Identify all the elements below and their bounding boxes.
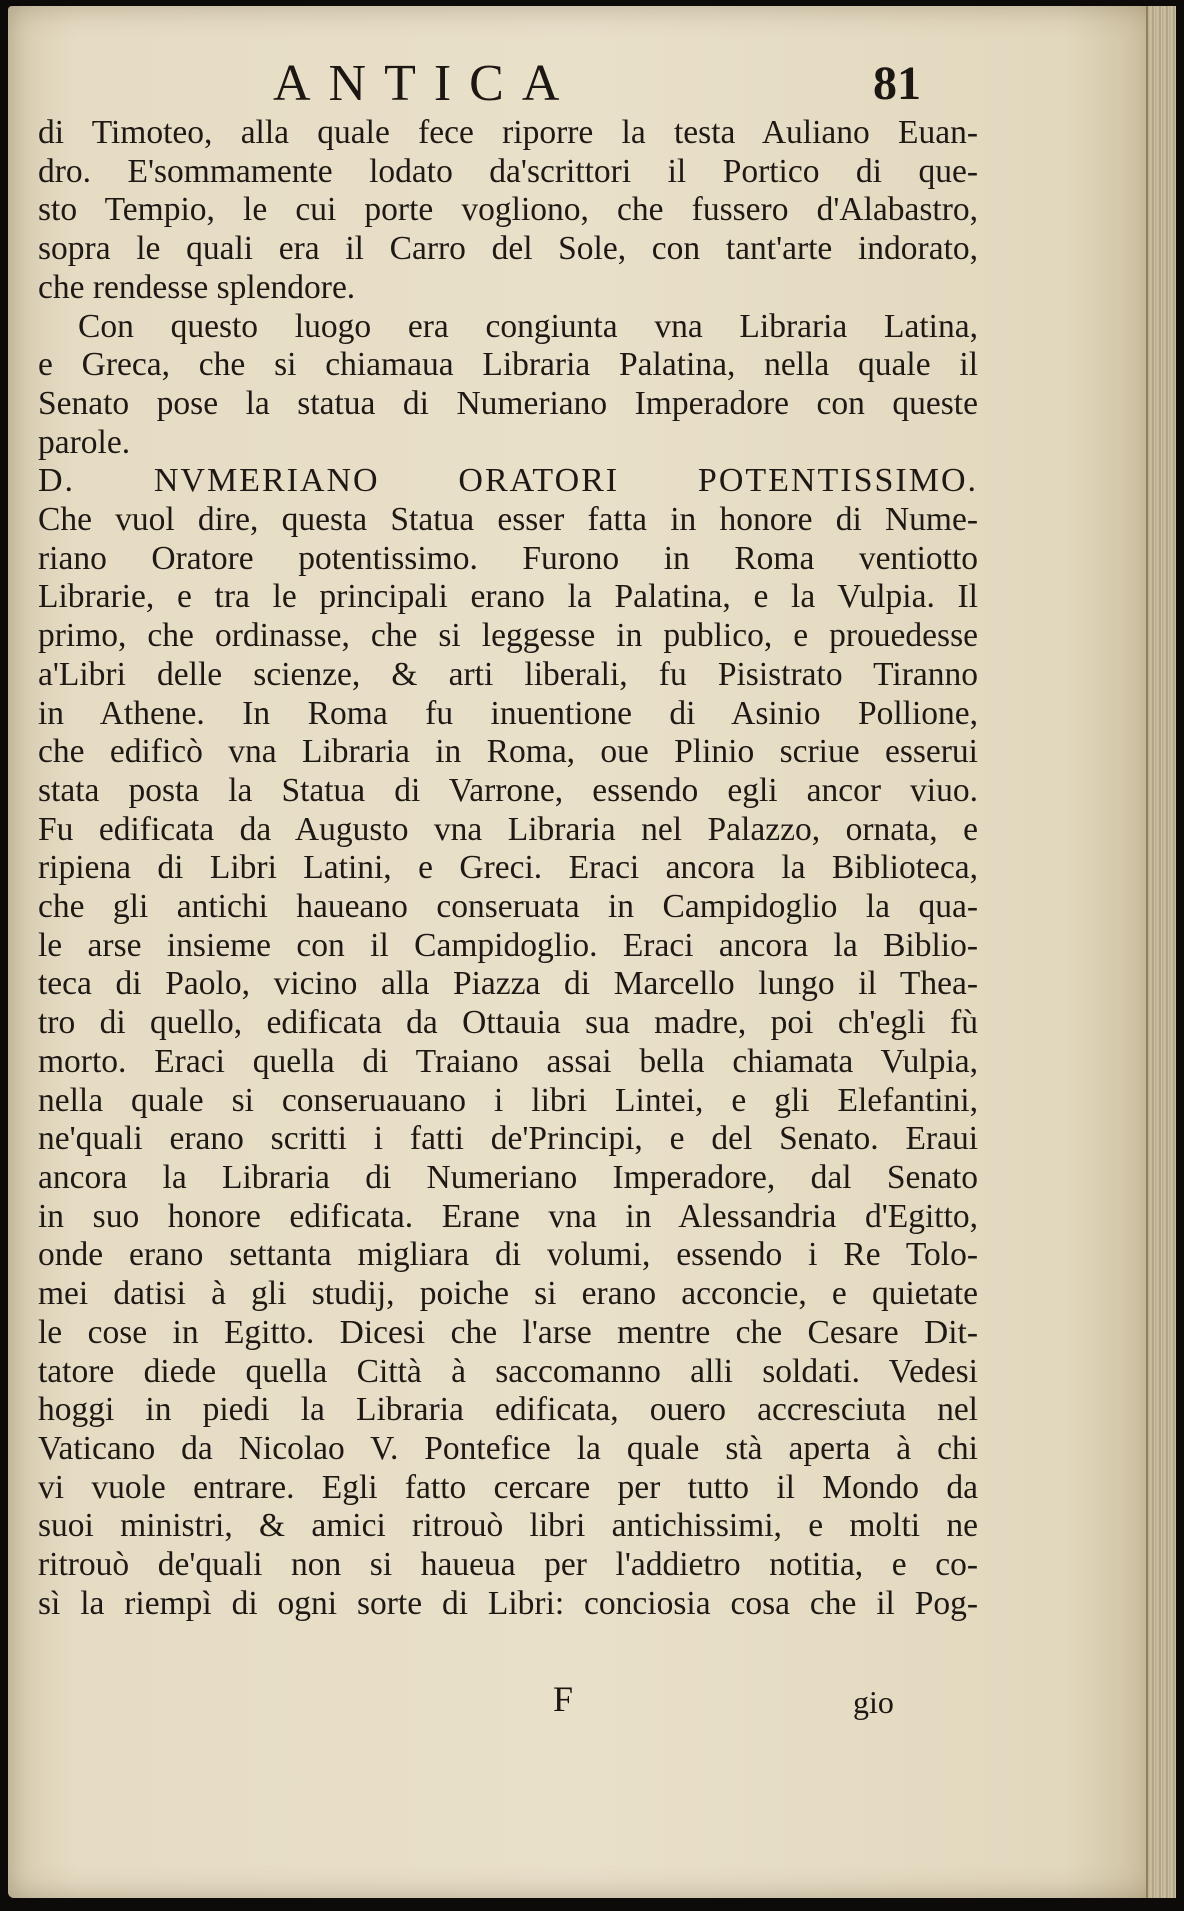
- text-line: ne'quali erano scritti i fatti de'Principi, e del Senato. Eraui: [38, 1120, 978, 1158]
- text-line: ancora la Libraria di Numeriano Imperadore, dal Senato: [38, 1158, 978, 1196]
- inscription-line: D. NVMERIANO ORATORI POTENTISSIMO.: [38, 462, 978, 500]
- book-page: [8, 6, 1156, 1898]
- text-line: sì la riempì di ogni sorte di Libri: conciosia cosa che il Pog-: [38, 1584, 978, 1622]
- text-line: le arse insieme con il Campidoglio. Eraci ancora la Biblio-: [38, 926, 978, 964]
- text-line: in suo honore edificata. Erane vna in Alessandria d'Egitto,: [38, 1197, 978, 1235]
- text-line: e Greca, che si chiamaua Libraria Palatina, nella quale il: [38, 346, 978, 384]
- signature-mark: F: [553, 1679, 574, 1719]
- text-line: ritrouò de'quali non si haueua per l'addietro notitia, e co-: [38, 1546, 978, 1584]
- text-line: onde erano settanta migliara di volumi, essendo i Re Tolo-: [38, 1236, 978, 1274]
- text-line: hoggi in piedi la Libraria edificata, ouero accresciuta nel: [38, 1391, 978, 1429]
- text-line: che edificò vna Libraria in Roma, oue Plinio scriue esserui: [38, 733, 978, 771]
- text-line: Vaticano da Nicolao V. Pontefice la quale stà aperta à chi: [38, 1429, 978, 1467]
- text-line: Librarie, e tra le principali erano la Palatina, e la Vulpia. Il: [38, 578, 978, 616]
- page-edges: [1146, 6, 1176, 1898]
- text-line: stata posta la Statua di Varrone, essendo egli ancor viuo.: [38, 771, 978, 809]
- text-line: teca di Paolo, vicino alla Piazza di Marcello lungo il Thea-: [38, 965, 978, 1003]
- text-line: che gli antichi haueano conseruata in Campidoglio la qua-: [38, 888, 978, 926]
- text-line: Senato pose la statua di Numeriano Imperadore con queste: [38, 384, 978, 422]
- text-line: suoi ministri, & amici ritrouò libri antichissimi, e molti ne: [38, 1507, 978, 1545]
- text-line: di Timoteo, alla quale fece riporre la testa Auliano Euan-: [38, 114, 978, 151]
- text-line: nella quale si conseruauano i libri Lintei, e gli Elefantini,: [38, 1081, 978, 1119]
- text-line: a'Libri delle scienze, & arti liberali, fu Pisistrato Tiranno: [38, 655, 978, 693]
- text-line: tatore diede quella Città à saccomanno alli soldati. Vedesi: [38, 1352, 978, 1390]
- text-line: sto Tempio, le cui porte vogliono, che fussero d'Alabastro,: [38, 191, 978, 229]
- text-line: tro di quello, edificata da Ottauia sua madre, poi ch'egli fù: [38, 1004, 978, 1042]
- page-header: [8, 54, 1156, 114]
- text-line: in Athene. In Roma fu inuentione di Asinio Pollione,: [38, 694, 978, 732]
- text-line: mei datisi à gli studij, poiche si erano acconcie, e quietate: [38, 1275, 978, 1313]
- text-line: Che vuol dire, questa Statua esser fatta in honore di Nume-: [38, 501, 978, 539]
- text-line: vi vuole entrare. Egli fatto cercare per tutto il Mondo da: [38, 1468, 978, 1506]
- page-number: 81: [873, 57, 921, 110]
- text-line: morto. Eraci quella di Traiano assai bella chiamata Vulpia,: [38, 1042, 978, 1080]
- running-head: ANTICA: [273, 55, 578, 112]
- text-line: ripiena di Libri Latini, e Greci. Eraci ancora la Biblioteca,: [38, 849, 978, 887]
- text-line: primo, che ordinasse, che si leggesse in publico, e prouedesse: [38, 617, 978, 655]
- text-line: che rendesse splendore.: [38, 268, 356, 306]
- text-line: le cose in Egitto. Dicesi che l'arse mentre che Cesare Dit-: [38, 1313, 978, 1351]
- text-line: Con questo luogo era congiunta vna Libraria Latina,: [78, 307, 978, 345]
- text-line: Fu edificata da Augusto vna Libraria nel Palazzo, ornata, e: [38, 810, 978, 848]
- body-text: [38, 114, 978, 1623]
- text-line: parole.: [38, 423, 131, 461]
- text-line: riano Oratore potentissimo. Furono in Roma ventiotto: [38, 539, 978, 577]
- text-line: dro. E'sommamente lodato da'scrittori il Portico di que-: [38, 152, 978, 190]
- text-line: sopra le quali era il Carro del Sole, con tant'arte indorato,: [38, 230, 978, 268]
- catchword: gio: [853, 1684, 894, 1720]
